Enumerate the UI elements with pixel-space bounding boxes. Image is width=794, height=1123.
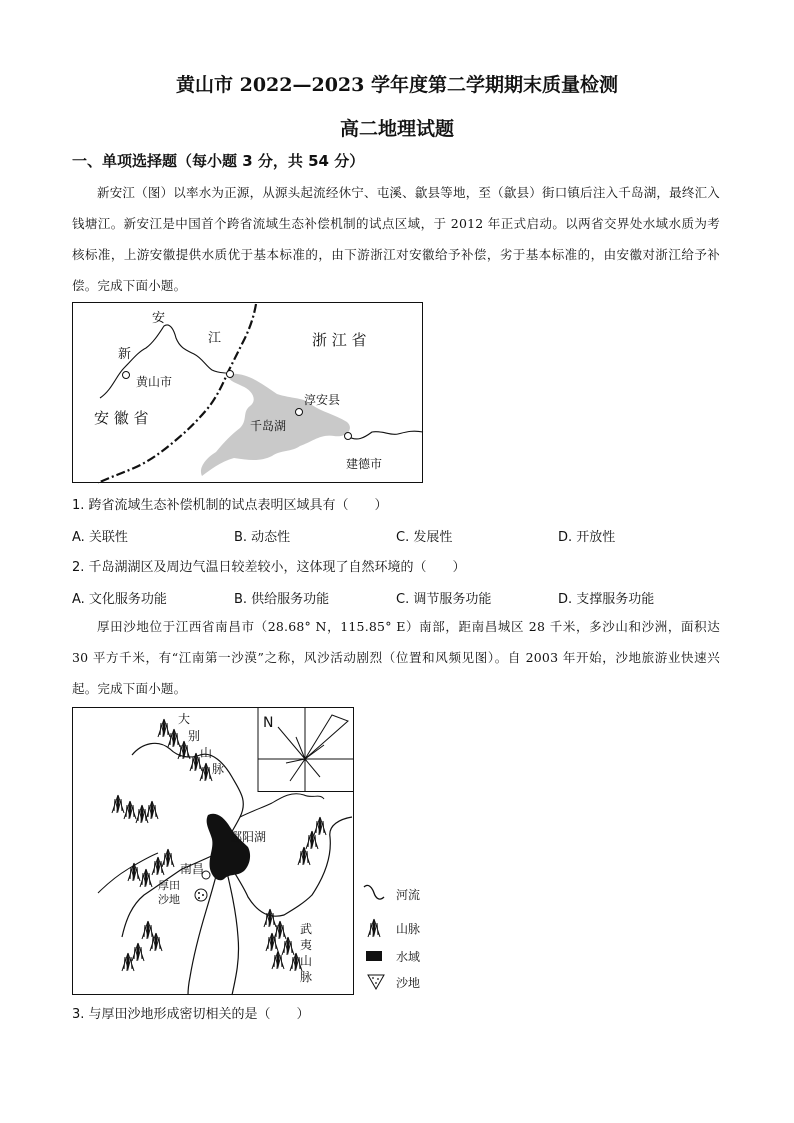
jiande-city-dot [345, 433, 352, 440]
passage-houtian: 厚田沙地位于江西省南昌市（28.68° N，115.85° E）南部，距南昌城区 28 千米，多沙山和沙洲，面积达 30 平方千米，有“江南第一沙漠”之称，风沙活动剧烈（位置和风频见图）。自 2003 年开始，沙地旅游业快速兴起。完成下面小题。 [72, 619, 720, 696]
label-wuyi-1: 武 [300, 922, 313, 936]
passage-xinanjiang: 新安江（图）以率水为正源，从源头起流经休宁、屯溪、歙县等地，至（歙县）街口镇后注入千岛湖，最终汇入钱塘江。新安江是中国首个跨省流域生态补偿机制的试点区域，于 2012 年正式启动。以两省交界处水域水质为考核标准，上游安徽提供水质优于基本标准的，由下游浙江对安徽给予补偿，劣于基本标准的，由安徽对浙江给予补偿。完成下面小题。 [72, 185, 720, 293]
label-nanchang: 南昌 [180, 862, 205, 876]
label-dabie-1: 大 [178, 712, 191, 726]
label-houtian-1: 厚田 [158, 879, 180, 892]
label-anhui: 安 徽 省 [94, 409, 149, 427]
question-1-options [72, 526, 722, 545]
label-chunan: 淳安县 [304, 393, 341, 407]
label-wuyi-2: 夷 [300, 938, 313, 952]
section-heading: 一、单项选择题（每小题 3 分，共 54 分） [72, 152, 365, 170]
huangshan-city-dot [123, 372, 130, 379]
label-zhejiang: 浙 江 省 [312, 331, 367, 349]
exam-title: 黄山市 2022—2023 学年度第二学期期末质量检测 [176, 74, 618, 96]
label-wuyi-3: 山 [300, 954, 313, 968]
question-2-stem: 2. 千岛湖湖区及周边气温日较差较小，这体现了自然环境的（ ） [72, 560, 466, 575]
legend-water: 水域 [396, 950, 421, 964]
xinanjiang-map [72, 302, 424, 484]
legend-mountain: 山脉 [396, 922, 421, 936]
question-1-stem: 1. 跨省流域生态补偿机制的试点表明区域具有（ ） [72, 498, 388, 513]
q2-option-a[interactable]: A. 文化服务功能 [72, 592, 167, 607]
houtian-sand-symbol [195, 889, 207, 901]
jiekou-town-dot [227, 371, 234, 378]
question-2-options [72, 588, 722, 607]
water-legend-icon [366, 951, 382, 961]
label-poyang: 鄱阳湖 [230, 830, 267, 844]
legend-river: 河流 [396, 888, 421, 902]
q2-option-c[interactable]: C. 调节服务功能 [396, 592, 492, 607]
chunan-county-dot [296, 409, 303, 416]
label-jiande: 建德市 [346, 457, 383, 471]
label-dabie-3: 山 [200, 746, 213, 760]
houtian-map [72, 707, 432, 997]
q1-option-c[interactable]: C. 发展性 [396, 530, 453, 545]
label-dabie-4: 脉 [212, 762, 225, 776]
label-jiang: 江 [208, 331, 222, 346]
label-an: 安 [152, 311, 166, 326]
wind-rose-inset [258, 708, 354, 792]
mountain-legend-icon [368, 919, 380, 937]
q1-option-b[interactable]: B. 动态性 [234, 530, 291, 545]
label-qiandaohu: 千岛湖 [250, 419, 287, 433]
q1-option-d[interactable]: D. 开放性 [558, 530, 616, 545]
exam-subtitle: 高二地理试题 [339, 118, 454, 140]
map-legend [364, 885, 420, 990]
label-wuyi-4: 脉 [300, 970, 313, 984]
label-dabie-2: 别 [188, 729, 201, 743]
question-3-stem: 3. 与厚田沙地形成密切相关的是（ ） [72, 1007, 310, 1022]
sand-legend-icon [368, 975, 384, 989]
river-legend-icon [364, 885, 384, 899]
label-xin: 新 [118, 347, 132, 362]
q1-option-a[interactable]: A. 关联性 [72, 530, 128, 545]
label-houtian-2: 沙地 [158, 893, 180, 906]
north-label: N [263, 715, 274, 731]
legend-sand: 沙地 [396, 976, 421, 990]
label-huangshan: 黄山市 [136, 375, 173, 389]
q2-option-b[interactable]: B. 供给服务功能 [234, 592, 330, 607]
q2-option-d[interactable]: D. 支撑服务功能 [558, 592, 655, 607]
